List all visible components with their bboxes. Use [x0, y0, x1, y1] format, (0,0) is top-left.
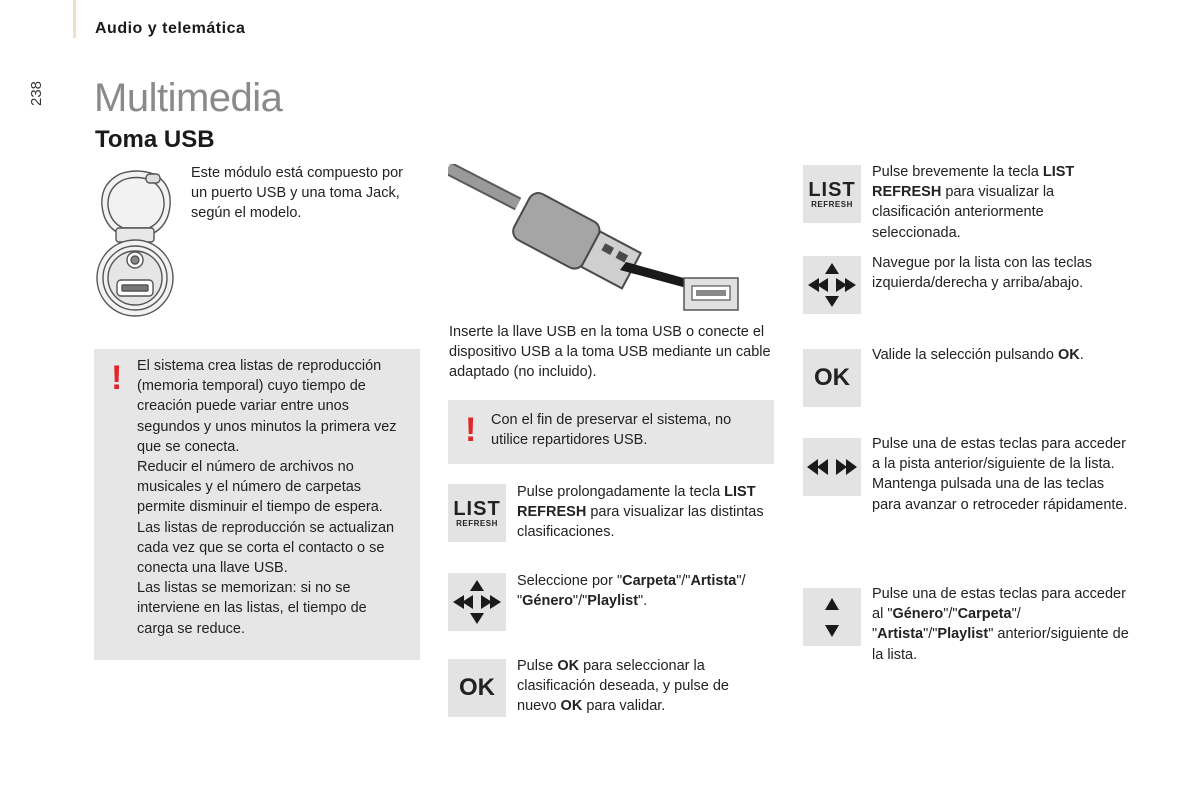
ok-key-label: OK: [814, 364, 850, 391]
arrow-pad-icon: [804, 257, 860, 313]
instruction-text: Pulse OK para seleccionar la clasificación deseada, y pulse de nuevo OK para validar.: [517, 658, 729, 715]
warning-box-left: [94, 349, 420, 660]
page-title: Multimedia: [94, 76, 283, 120]
warning-paragraph: Reducir el número de archivos no musicales y el número de carpetas permite disminuir el tiempo de espera. Las listas de reproducción se actualizan cada vez que se corta el contacto o se conecta una llave USB.: [137, 459, 395, 577]
page-number: 238: [28, 80, 45, 106]
warning-paragraph: Las listas se memorizan: si no se interviene en las listas, el tiempo de carga se reduce.: [137, 580, 367, 637]
instruction-text: Pulse prolongadamente la tecla LIST REFRESH para visualizar las distintas clasificaciones.: [517, 484, 764, 541]
instruction-text: Seleccione por "Carpeta"/"Artista"/ "Género"/"Playlist".: [517, 573, 746, 610]
up-down-arrows-icon: [804, 589, 860, 645]
header-rule: [73, 0, 76, 38]
refresh-key-label: REFRESH: [456, 518, 498, 528]
warning-text-left: [137, 356, 403, 639]
section-title: Audio y telemática: [95, 20, 246, 37]
left-right-key: [803, 438, 861, 496]
instruction-text: Valide la selección pulsando OK.: [872, 347, 1084, 363]
list-key-label: LIST: [453, 497, 501, 520]
usb-port-illustration: [92, 166, 178, 322]
instruction-text: Pulse una de estas teclas para acceder al "Género"/"Carpeta"/ "Artista"/"Playlist" anterior/siguiente de la lista.: [872, 586, 1129, 663]
insert-text: Inserte la llave USB en la toma USB o conecte el dispositivo USB a la toma USB mediante un cable adaptado (no incluido).: [449, 324, 771, 381]
usb-cable-illustration: [448, 164, 748, 314]
instruction-text: Navegue por la lista con las teclas izquierda/derecha y arriba/abajo.: [872, 255, 1093, 292]
up-down-key: [803, 588, 861, 646]
instruction-text: Pulse una de estas teclas para acceder a la pista anterior/siguiente de la lista. Mantenga pulsada una de las teclas para avanzar o retroceder rápidamente.: [872, 436, 1128, 513]
instruction-text: Pulse brevemente la tecla LIST REFRESH para visualizar la clasificación anteriormente seleccionada.: [872, 164, 1075, 241]
ok-key-label: OK: [459, 674, 495, 701]
left-right-arrows-icon: [804, 439, 860, 495]
exclamation-icon: !: [111, 359, 123, 397]
warning-paragraph: El sistema crea listas de reproducción (memoria temporal) cuyo tiempo de creación puede variar entre unos segundos y unos minutos la primera vez que se conecta.: [137, 358, 397, 455]
list-key-label: LIST: [808, 178, 856, 201]
list-refresh-key: [448, 484, 506, 542]
warning-box-middle: [448, 400, 774, 464]
arrow-pad-key: [448, 573, 506, 631]
warning-text-middle: Con el fin de preservar el sistema, no utilice repartidores USB.: [491, 412, 732, 449]
list-refresh-key: [803, 165, 861, 223]
exclamation-icon: !: [465, 411, 477, 449]
arrow-pad-icon: [449, 574, 505, 630]
intro-text: Este módulo está compuesto por un puerto USB y una toma Jack, según el modelo.: [191, 165, 403, 222]
ok-key: [803, 349, 861, 407]
refresh-key-label: REFRESH: [811, 199, 853, 209]
ok-key: [448, 659, 506, 717]
arrow-pad-key: [803, 256, 861, 314]
section-subtitle: Toma USB: [95, 126, 215, 153]
